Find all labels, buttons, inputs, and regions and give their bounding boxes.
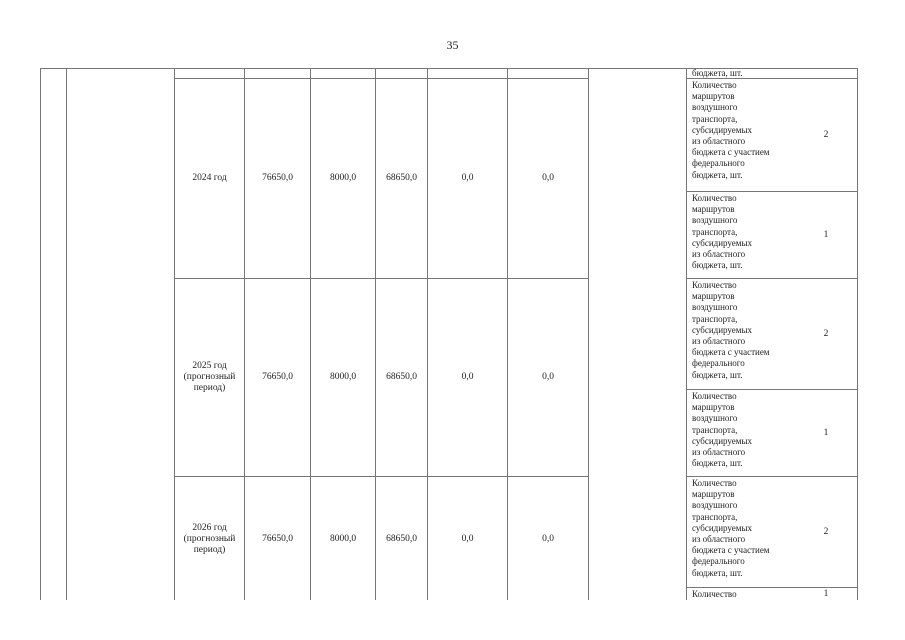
row-2025-local: 0,0: [461, 372, 474, 382]
row-border-2026-ind-top: [686, 476, 858, 477]
row-2025-regional: 68650,0: [386, 372, 417, 382]
row-2024-indicator-1: Количество маршрутов воздушного транспорта, субсидируемых из областного бюджета с участием федерального бюджета, шт.: [692, 80, 770, 180]
row-2026-indicator-1: Количество маршрутов воздушного транспорта, субсидируемых из областного бюджета с участием федерального бюджета, шт.: [692, 478, 770, 578]
row-2026-total: 76650,0: [262, 533, 293, 544]
row-2025-indicator-1-value: 2: [823, 329, 829, 339]
row-2026-indicator-2-value: 1: [823, 589, 829, 599]
row-2026-indicator-1-value: 2: [823, 527, 829, 537]
row-2026-federal: 8000,0: [329, 533, 357, 544]
col-border-right: [857, 68, 858, 600]
row-2026-indicator-2: Количество: [692, 589, 737, 599]
row-2025-indicator-2-value: 1: [823, 428, 829, 438]
row-2024-regional: 68650,0: [386, 173, 417, 183]
row-2026-regional: 68650,0: [386, 533, 417, 544]
row-2024-local: 0,0: [461, 173, 474, 183]
partial-indicator-text: бюджета, шт.: [692, 68, 743, 78]
row-border-2024-ind: [686, 191, 858, 192]
row-2026-year: 2026 год (прогнозный период): [183, 522, 236, 555]
row-border-2026-ind: [686, 587, 858, 588]
row-2025-year: 2025 год (прогнозный период): [183, 361, 236, 393]
row-2025-indicator-2: Количество маршрутов воздушного транспорта, субсидируемых из областного бюджета, шт.: [692, 391, 753, 469]
page-number: 35: [446, 38, 459, 52]
col-border-2: [66, 68, 67, 600]
col-border-left: [40, 68, 41, 600]
row-2025-federal: 8000,0: [329, 372, 357, 382]
row-border-2025-ind-top: [686, 278, 858, 279]
row-2025-total: 76650,0: [262, 372, 293, 382]
row-2025-other: 0,0: [542, 372, 554, 382]
row-2024-indicator-2-value: 1: [823, 230, 829, 240]
row-2024-federal: 8000,0: [329, 173, 357, 183]
row-2025-indicator-1: Количество маршрутов воздушного транспорта, субсидируемых из областного бюджета с участием федерального бюджета, шт.: [692, 280, 770, 380]
row-2026-other: 0,0: [542, 533, 554, 544]
row-2024-other: 0,0: [542, 173, 554, 183]
col-border-9: [588, 68, 589, 600]
row-2024-indicator-2: Количество маршрутов воздушного транспорта, субсидируемых из областного бюджета, шт.: [692, 193, 753, 271]
col-border-10: [686, 68, 687, 600]
row-2026-local: 0,0: [461, 533, 474, 544]
row-border-2025-ind: [686, 389, 858, 390]
row-2024-indicator-1-value: 2: [823, 130, 829, 140]
row-2024-total: 76650,0: [262, 173, 293, 183]
row-2024-year: 2024 год: [192, 173, 227, 183]
